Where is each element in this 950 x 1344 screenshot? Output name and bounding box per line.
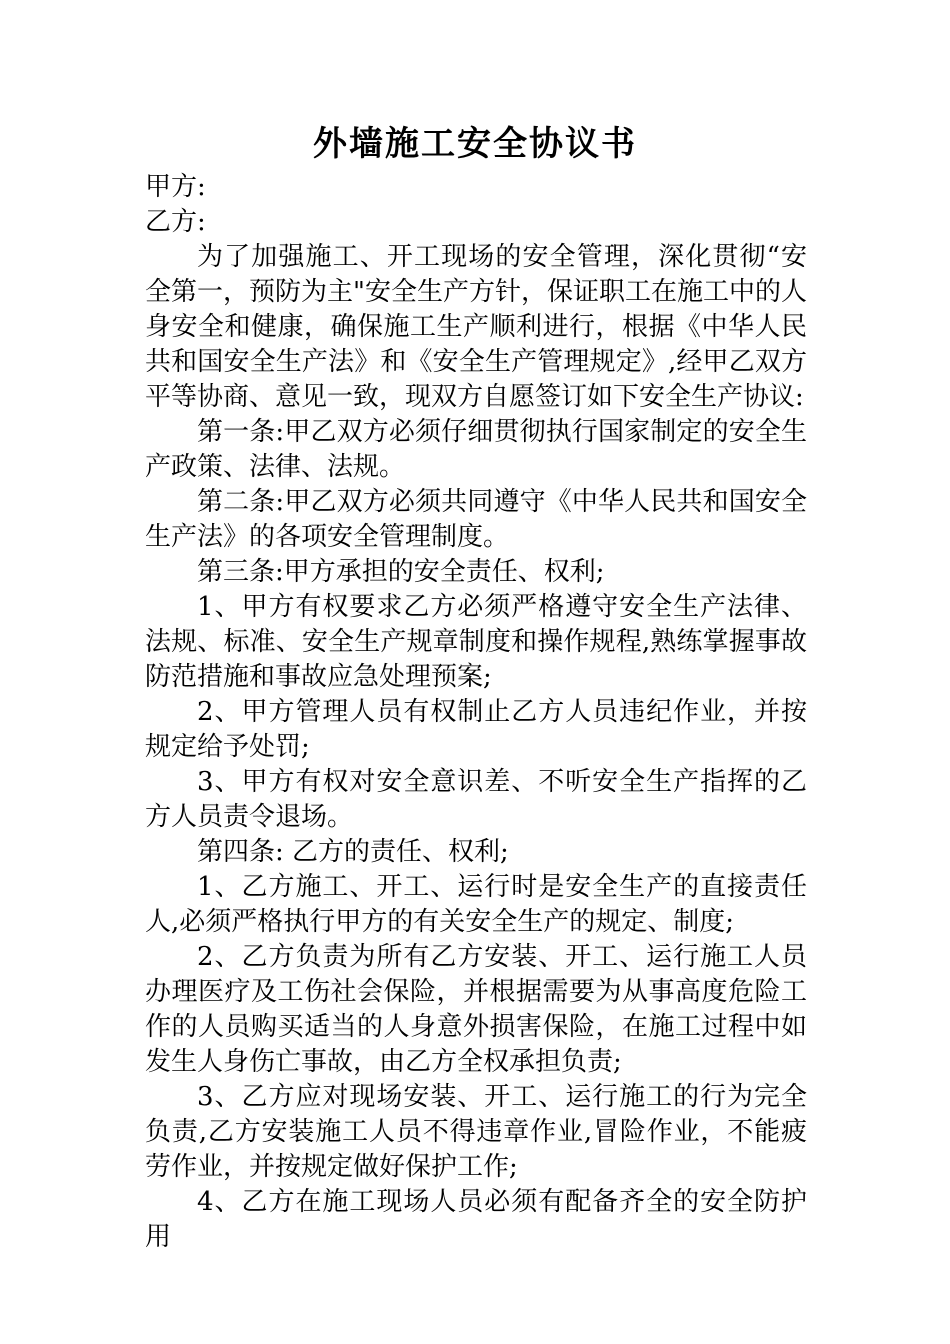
article-3-item-3: 3、甲方有权对安全意识差、不听安全生产指挥的乙方人员责令退场。 — [145, 767, 807, 832]
article-4-heading: 第四条: 乙方的责任、权利; — [197, 837, 509, 867]
preamble-paragraph: 为了加强施工、开工现场的安全管理，深化贯彻“安全第一，预防为主"安全生产方针，保证职工在施工中的人身安全和健康，确保施工生产顺利进行，根据《中华人民共和国安全生产法》和《安全生产管理规定》,经甲乙双方平等协商、意见一致，现双方自愿签订如下安全生产协议: — [145, 242, 807, 412]
document-body — [145, 170, 807, 1255]
document-title: 外墙施工安全协议书 — [313, 124, 637, 164]
article-4-item-2: 2、乙方负责为所有乙方安装、开工、运行施工人员办理医疗及工伤社会保险，并根据需要为从事高度危险工作的人员购买适当的人身意外损害保险，在施工过程中如发生人身伤亡事故，由乙方全权承担负责; — [145, 942, 807, 1077]
article-2-paragraph: 第二条:甲乙双方必须共同遵守《中华人民共和国安全生产法》的各项安全管理制度。 — [145, 487, 807, 552]
article-3-item-2: 2、甲方管理人员有权制止乙方人员违纪作业，并按规定给予处罚; — [145, 697, 807, 762]
party-b-line: 乙方: — [145, 207, 206, 237]
party-a-line: 甲方: — [145, 172, 206, 202]
article-4-item-3: 3、乙方应对现场安装、开工、运行施工的行为完全负责,乙方安装施工人员不得违章作业,冒险作业，不能疲劳作业，并按规定做好保护工作; — [145, 1082, 807, 1182]
article-1-paragraph: 第一条:甲乙双方必须仔细贯彻执行国家制定的安全生产政策、法律、法规。 — [145, 417, 807, 482]
article-3-item-1: 1、甲方有权要求乙方必须严格遵守安全生产法律、法规、标准、安全生产规章制度和操作规程,熟练掌握事故防范措施和事故应急处理预案; — [145, 592, 807, 692]
article-3-heading: 第三条:甲方承担的安全责任、权利; — [197, 557, 605, 587]
article-4-item-4: 4、乙方在施工现场人员必须有配备齐全的安全防护用 — [145, 1187, 807, 1252]
article-4-item-1: 1、乙方施工、开工、运行时是安全生产的直接责任人,必须严格执行甲方的有关安全生产的规定、制度; — [145, 872, 807, 937]
